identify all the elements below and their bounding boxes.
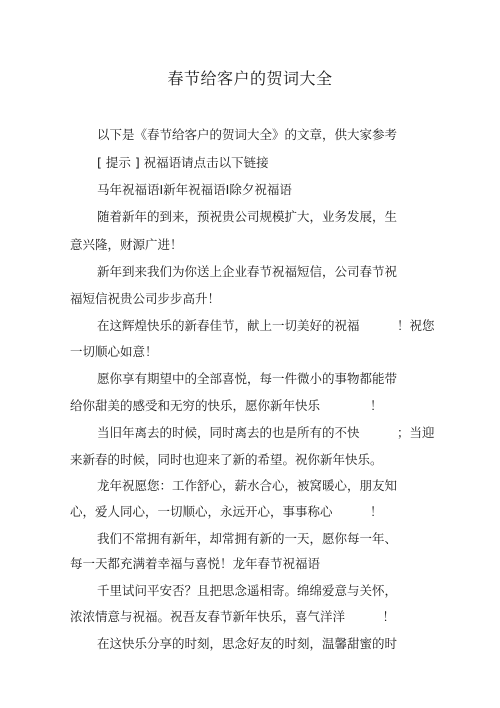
paragraph-line: 一切顺心如意！: [70, 344, 158, 359]
paragraph-line: 意兴隆，财源广进！: [70, 237, 183, 252]
document-title: 春节给客户的贺词大全: [167, 69, 333, 88]
paragraph-line: 我们不常拥有新年，却常拥有新的一天，愿你每一年、: [97, 531, 398, 546]
paragraph-line: [ 提示 ] 祝福语请点击以下链接: [97, 155, 269, 170]
paragraph-line: 当旧年离去的时候，同时离去的也是所有的不快 ；当迎: [97, 425, 435, 440]
paragraph-line: 每一天都充满着幸福与喜悦！龙年春节祝福语: [70, 556, 321, 571]
paragraph-line: 在这快乐分享的时刻，思念好友的时刻，温馨甜蜜的时: [97, 636, 398, 651]
paragraph-line: 以下是《春节给客户的贺词大全》的文章，供大家参考: [97, 127, 398, 142]
paragraph-line: 来新春的时候，同时也迎来了新的希望。祝你新年快乐。: [70, 452, 383, 467]
paragraph-line: 愿你享有期望中的全部喜悦，每一件微小的事物都能带: [97, 371, 398, 386]
paragraph-line: 浓浓情意与祝福。祝吾友春节新年快乐，喜气洋洋 ！: [70, 609, 396, 624]
paragraph-line: 在这辉煌快乐的新春佳节，献上一切美好的祝福 ！祝您: [97, 318, 435, 333]
paragraph-line: 心，爱人同心，一切顺心，永远开心，事事称心 ！: [70, 504, 383, 519]
paragraph-line: 马年祝福语I新年祝福语I除夕祝福语: [97, 182, 292, 197]
paragraph-line: 新年到来我们为你送上企业春节祝福短信，公司春节祝: [97, 264, 398, 279]
paragraph-line: 福短信祝贵公司步步高升！: [70, 291, 221, 306]
paragraph-line: 龙年祝愿您：工作舒心，薪水合心，被窝暖心，朋友知: [97, 478, 398, 493]
paragraph-line: 随着新年的到来，预祝贵公司规模扩大，业务发展，生: [97, 209, 398, 224]
paragraph-line: 千里试问平安否？且把思念遥相寄。绵绵爱意与关怀，: [97, 583, 398, 598]
paragraph-line: 给你甜美的感受和无穷的快乐，愿你新年快乐 ！: [70, 398, 383, 413]
